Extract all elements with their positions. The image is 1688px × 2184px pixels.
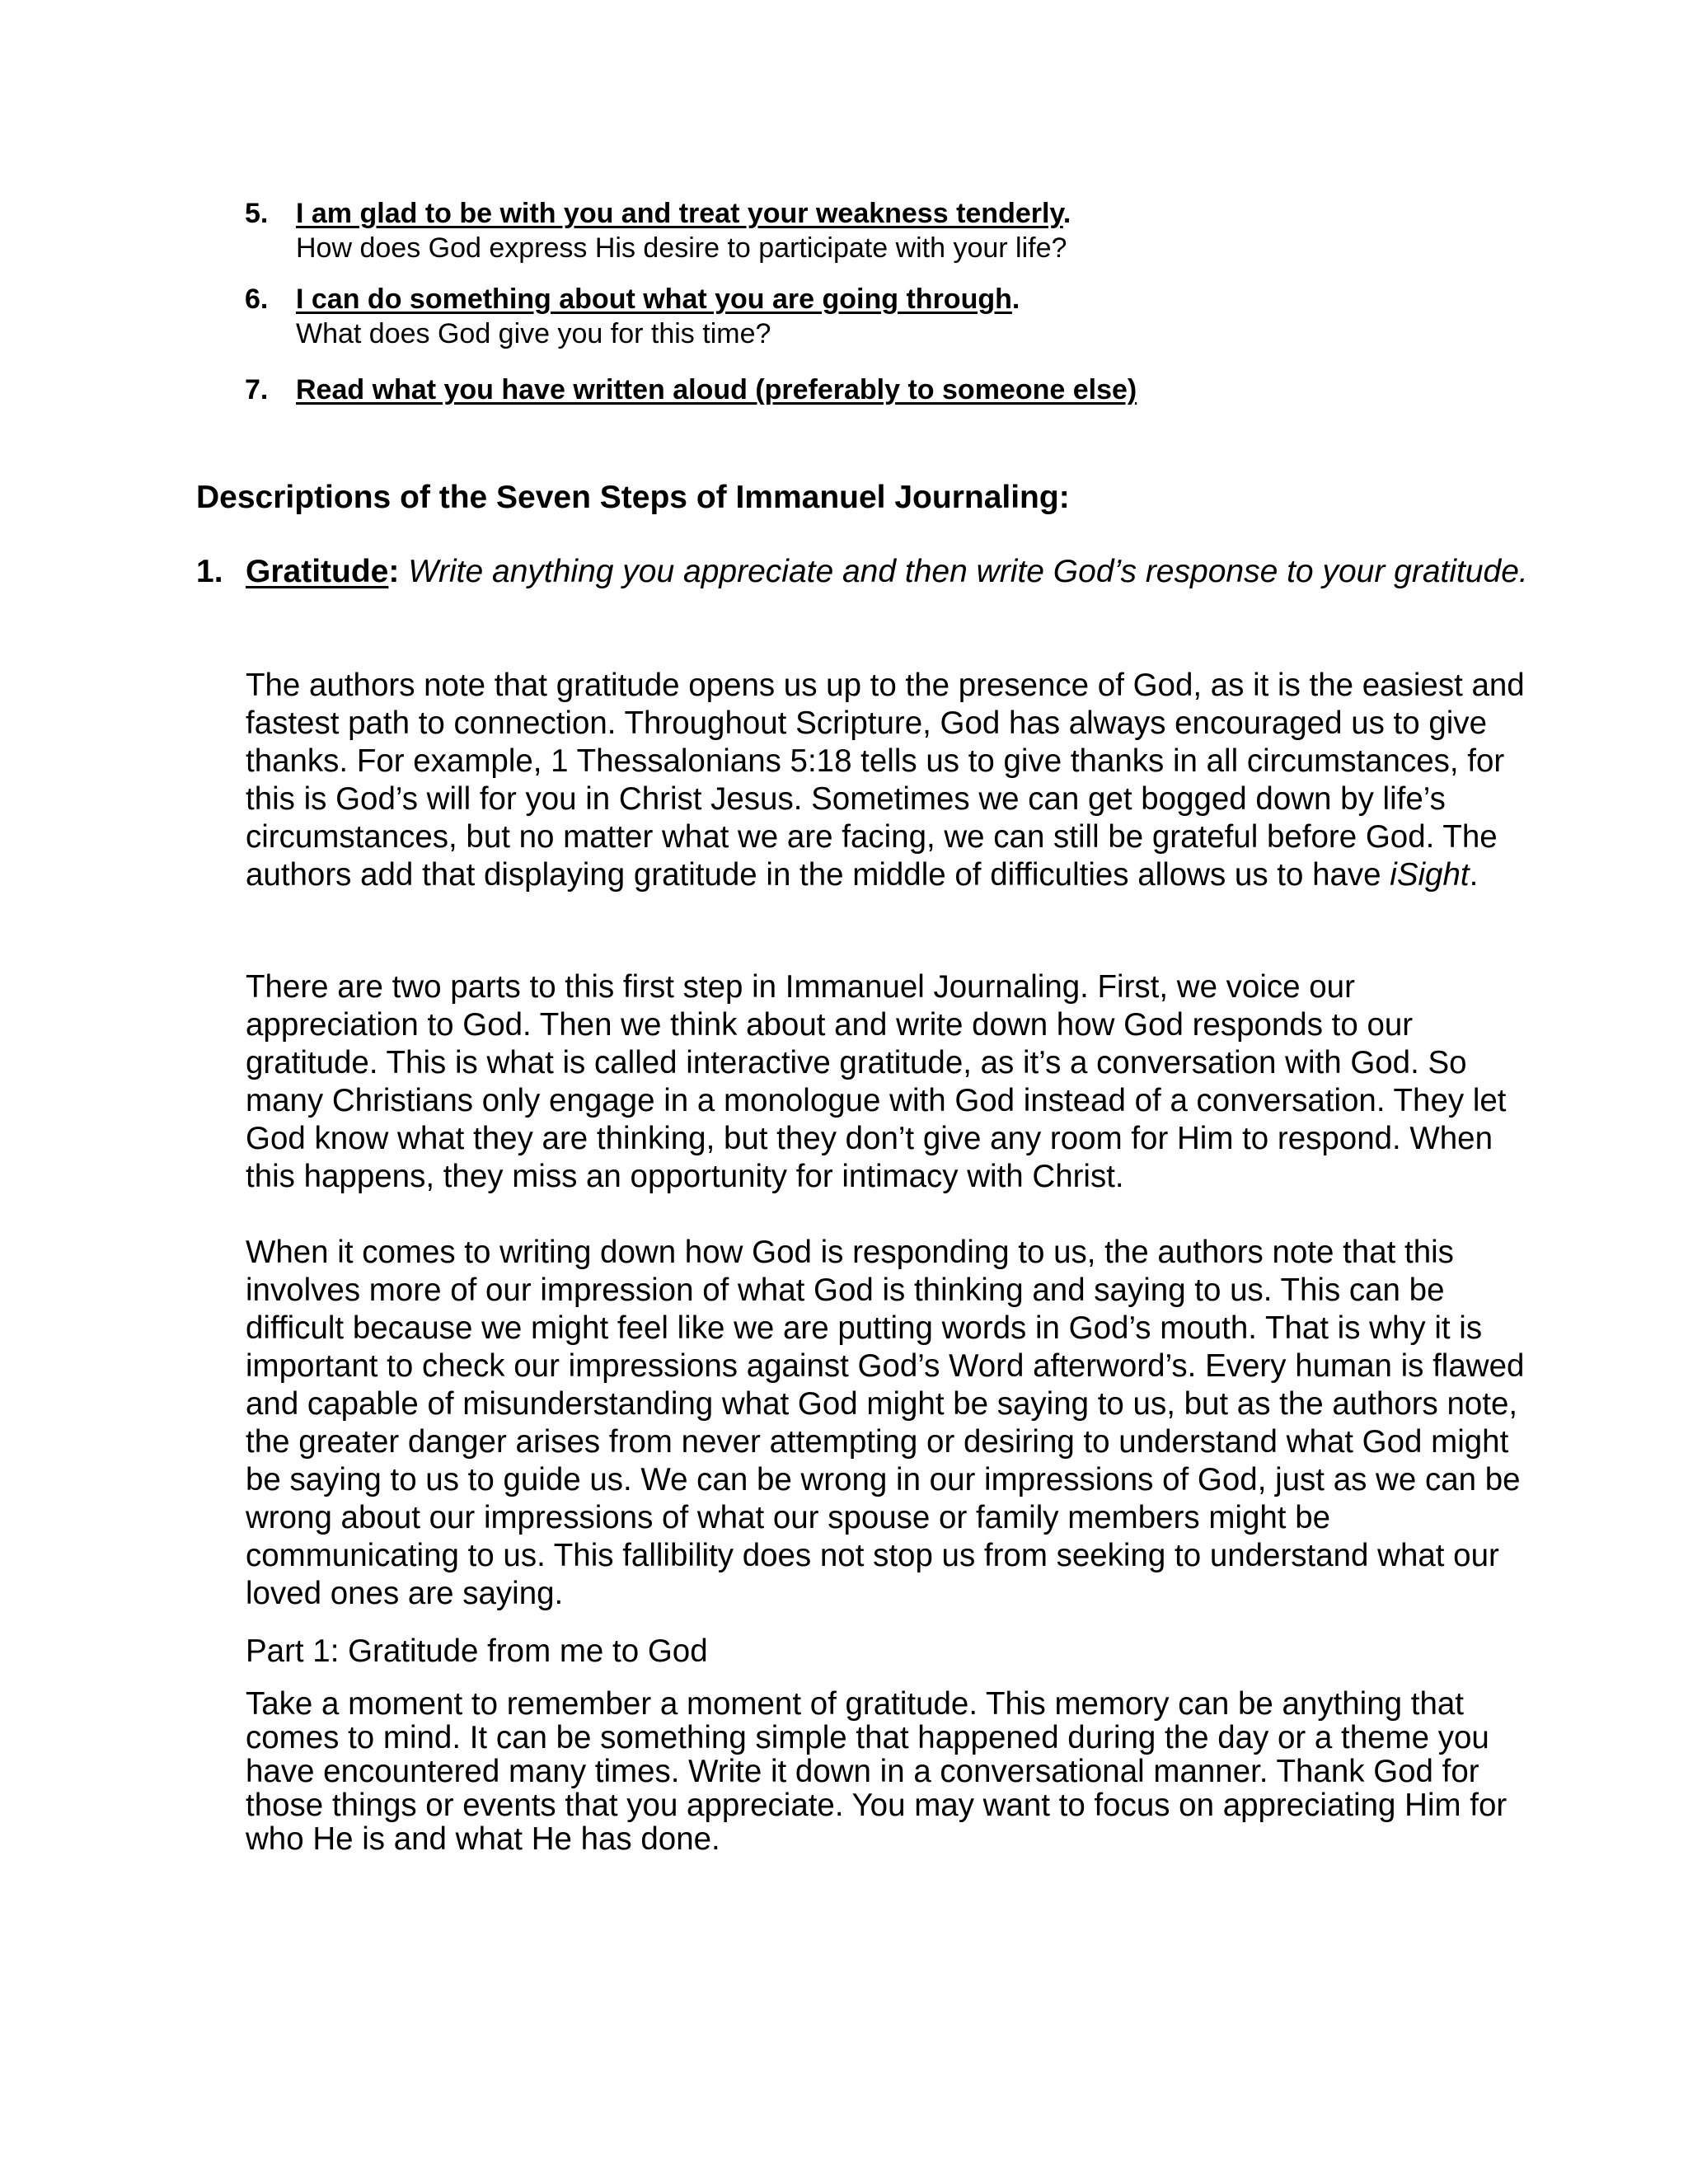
section-heading: Descriptions of the Seven Steps of Immanuel Journaling: — [196, 480, 1070, 515]
step-title — [296, 196, 1532, 231]
step-title-period: . — [1011, 284, 1020, 315]
step-number: 5. — [245, 198, 269, 229]
step-title — [296, 373, 1532, 407]
description-colon: : — [388, 554, 400, 589]
step-title-text: I am glad to be with you and treat your weakness tenderly — [296, 198, 1063, 229]
step-title-text: I can do something about what you are going through — [296, 284, 1012, 315]
paragraph-two-parts: There are two parts to this first step in Immanuel Journaling. First, we voice our appreciation to God. Then we think about and write down how God responds to our gratitude. This is what is called interactive gratitude, as it’s a conversation with God. So many Christians only engage in a monologue with God instead of a conversation. They let God know what they are thinking, but they don’t give any room for Him to respond. When this happens, they miss an opportunity for intimacy with Christ. — [246, 969, 1507, 1194]
description-summary: Write anything you appreciate and then write God’s response to your gratitude. — [408, 554, 1528, 589]
isight-term: iSight — [1390, 857, 1470, 893]
paragraph-impressions: When it comes to writing down how God is responding to us, the authors note that this involves more of our impression of what God is thinking and saying to us. This can be difficult because we might feel like we are putting words in God’s mouth. That is why it is important to check our impressions against God’s Word afterword’s. Every human is flawed and capable of misunderstanding what God might be saying to us, but as the authors note, the greater danger arises from never attempting or desiring to understand what God might be saying to us to guide us. We can be wrong in our impressions of God, just as we can be wrong about our impressions of what our spouse or family members might be communicating to us. This fallibility does not stop us from seeking to understand what our loved ones are saying. — [246, 1235, 1525, 1611]
paragraph-gratitude-intro — [246, 667, 1531, 894]
step-number: 6. — [245, 284, 269, 315]
part-label: Part 1: Gratitude from me to God — [246, 1633, 708, 1669]
description-lead — [246, 553, 1548, 591]
step-title-text: Read what you have written aloud (preferably to someone else) — [296, 374, 1137, 405]
paragraph-end: . — [1469, 857, 1479, 893]
step-question: What does God give you for this time? — [296, 318, 771, 349]
step-title — [296, 282, 1532, 316]
description-term: Gratitude — [246, 554, 389, 589]
paragraph-take-a-moment: Take a moment to remember a moment of gratitude. This memory can be anything that comes to mind. It can be something simple that happened during the day or a theme you have encountered many times. Write it down in a conversational manner. Thank God for those things or events that you appreciate. You may want to focus on appreciating Him for who He is and what He has done. — [246, 1686, 1507, 1857]
description-number: 1. — [196, 554, 223, 589]
step-question: How does God express His desire to participate with your life? — [296, 232, 1067, 264]
step-number: 7. — [245, 374, 269, 405]
step-title-period: . — [1062, 198, 1071, 229]
paragraph-text: The authors note that gratitude opens us up to the presence of God, as it is the easiest and fastest path to connection. Throughout Scripture, God has always encouraged us to give thanks. For example, 1 Thessalonians 5:18 tells us to give thanks in all circumstances, for this is God’s will for you in Christ Jesus. Sometimes we can get bogged down by life’s circumstances, but no matter what we are facing, we can still be grateful before God. The authors add that displaying gratitude in the middle of difficulties allows us to have — [246, 668, 1525, 893]
